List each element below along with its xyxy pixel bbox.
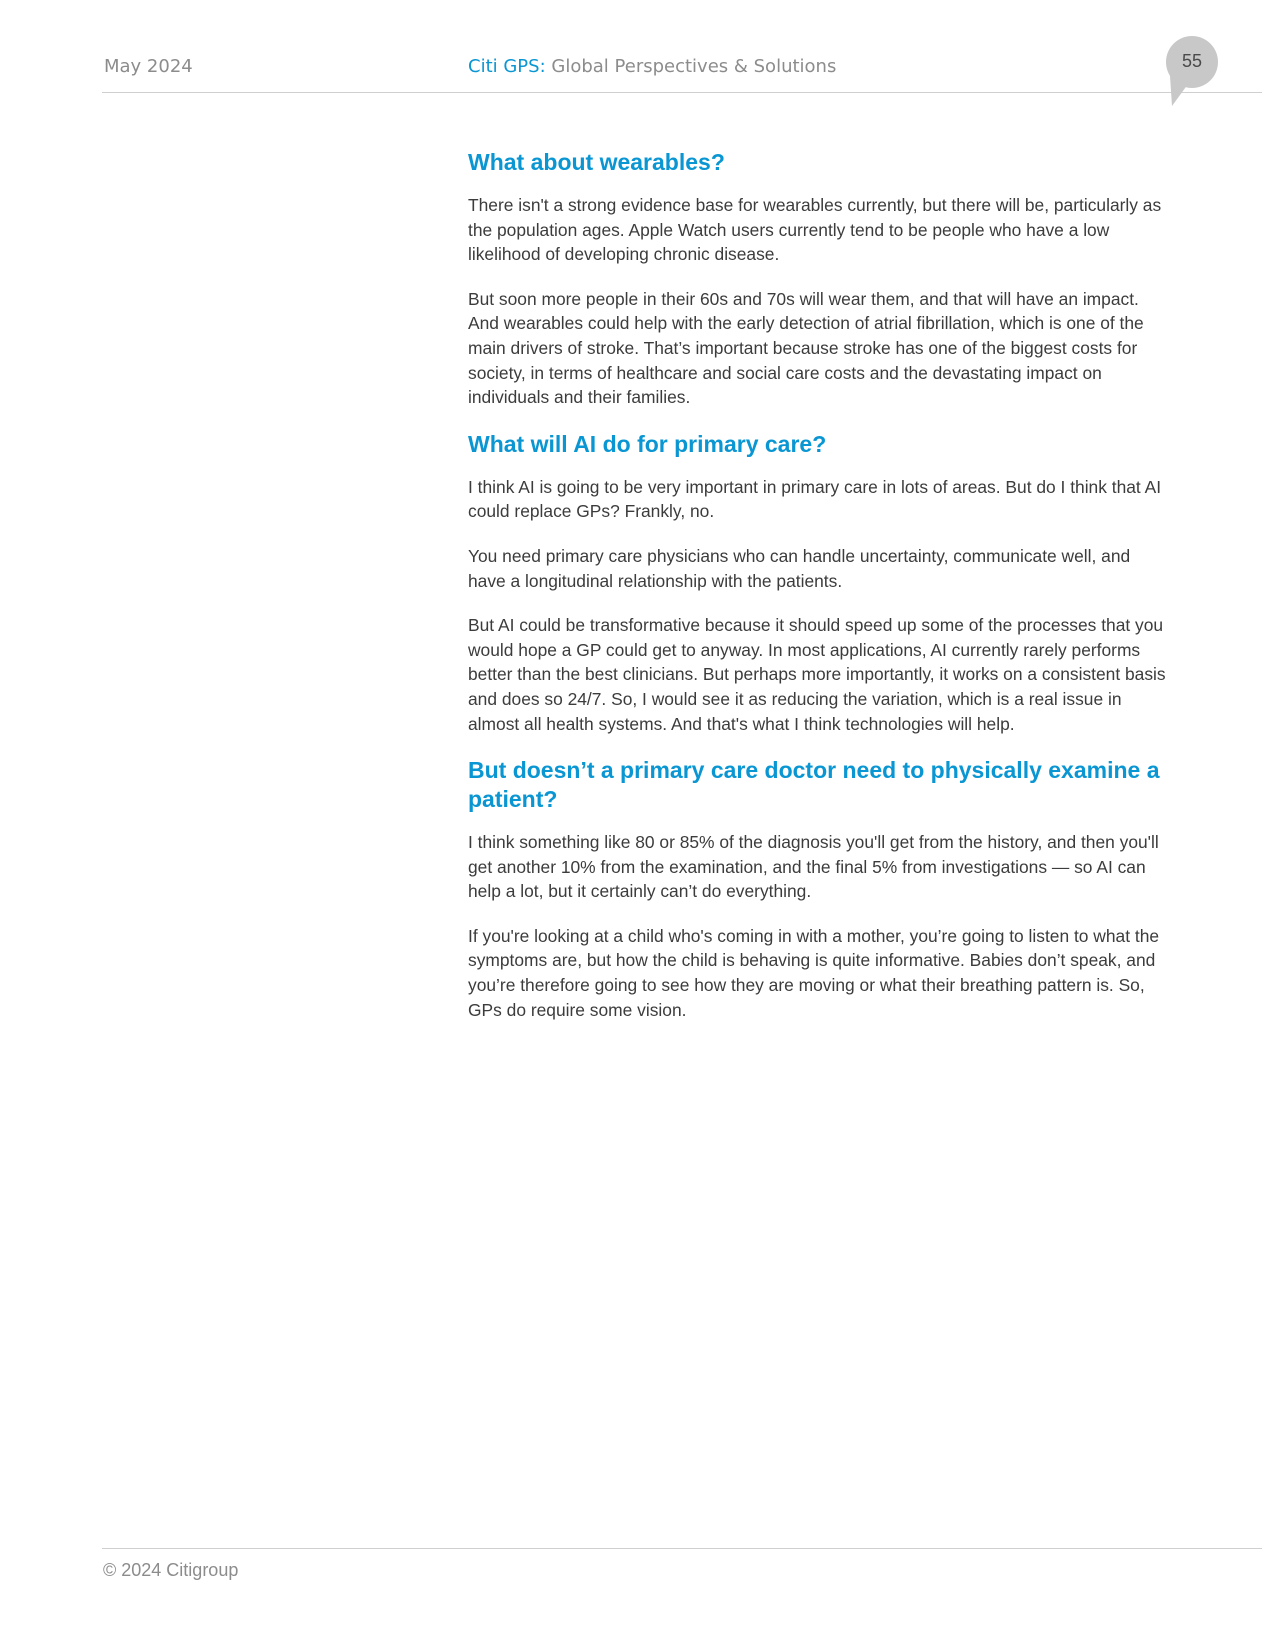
header-divider (102, 92, 1262, 93)
section-ai-primary-care (468, 430, 1172, 736)
publication-subtitle: Global Perspectives & Solutions (551, 56, 837, 77)
paragraph: I think something like 80 or 85% of the diagnosis you'll get from the history, and then you'll get another 10% from the examination, and the final 5% from investigations — so AI can help a lot, but it certainly can’t do everything. (468, 832, 1159, 902)
copyright-notice: © 2024 Citigroup (103, 1560, 239, 1580)
paragraph: I think AI is going to be very important in primary care in lots of areas. But do I think that AI could replace GPs? Frankly, no. (468, 476, 1162, 522)
section-heading: What about wearables? (468, 149, 725, 175)
header-date: May 2024 (104, 56, 193, 77)
publication-title (468, 56, 836, 77)
paragraph: There isn't a strong evidence base for wearables currently, but there will be, particularly as the population ages. Apple Watch users currently tend to be people who have a low likelihood of developing chronic disease. (468, 195, 1162, 265)
article-body (468, 148, 1172, 1042)
section-heading: But doesn’t a primary care doctor need to physically examine a patient? (468, 757, 1160, 813)
section-heading: What will AI do for primary care? (468, 430, 827, 457)
section-physical-examination (468, 756, 1172, 1022)
speech-bubble-icon (1164, 36, 1220, 108)
paragraph: You need primary care physicians who can handle uncertainty, communicate well, and have a longitudinal relationship with the patients. (468, 545, 1131, 591)
footer-divider (102, 1548, 1262, 1549)
page-number: 55 (1181, 51, 1203, 71)
paragraph: But soon more people in their 60s and 70s will wear them, and that will have an impact. And wearables could help with the early detection of atrial fibrillation, which is one of the main drivers of stroke. That’s important because stroke has one of the biggest costs for society, in terms of healthcare and social care costs and the devastating impact on individuals and their families. (468, 288, 1144, 408)
paragraph: But AI could be transformative because it should speed up some of the processes that you would hope a GP could get to anyway. In most applications, AI currently rarely performs better than the best clinicians. But perhaps more importantly, it works on a consistent basis and does so 24/7. So, I would see it as reducing the variation, which is a real issue in almost all health systems. And that's what I think technologies will help. (468, 615, 1166, 734)
section-wearables (468, 148, 1172, 410)
paragraph: If you're looking at a child who's coming in with a mother, you’re going to listen to what the symptoms are, but how the child is behaving is quite informative. Babies don’t speak, and you’re therefore going to see how they are moving or what their breathing pattern is. So, GPs do require some vision. (468, 925, 1160, 1020)
publication-brand: Citi GPS: (468, 56, 546, 77)
page-number-badge (1164, 36, 1220, 108)
